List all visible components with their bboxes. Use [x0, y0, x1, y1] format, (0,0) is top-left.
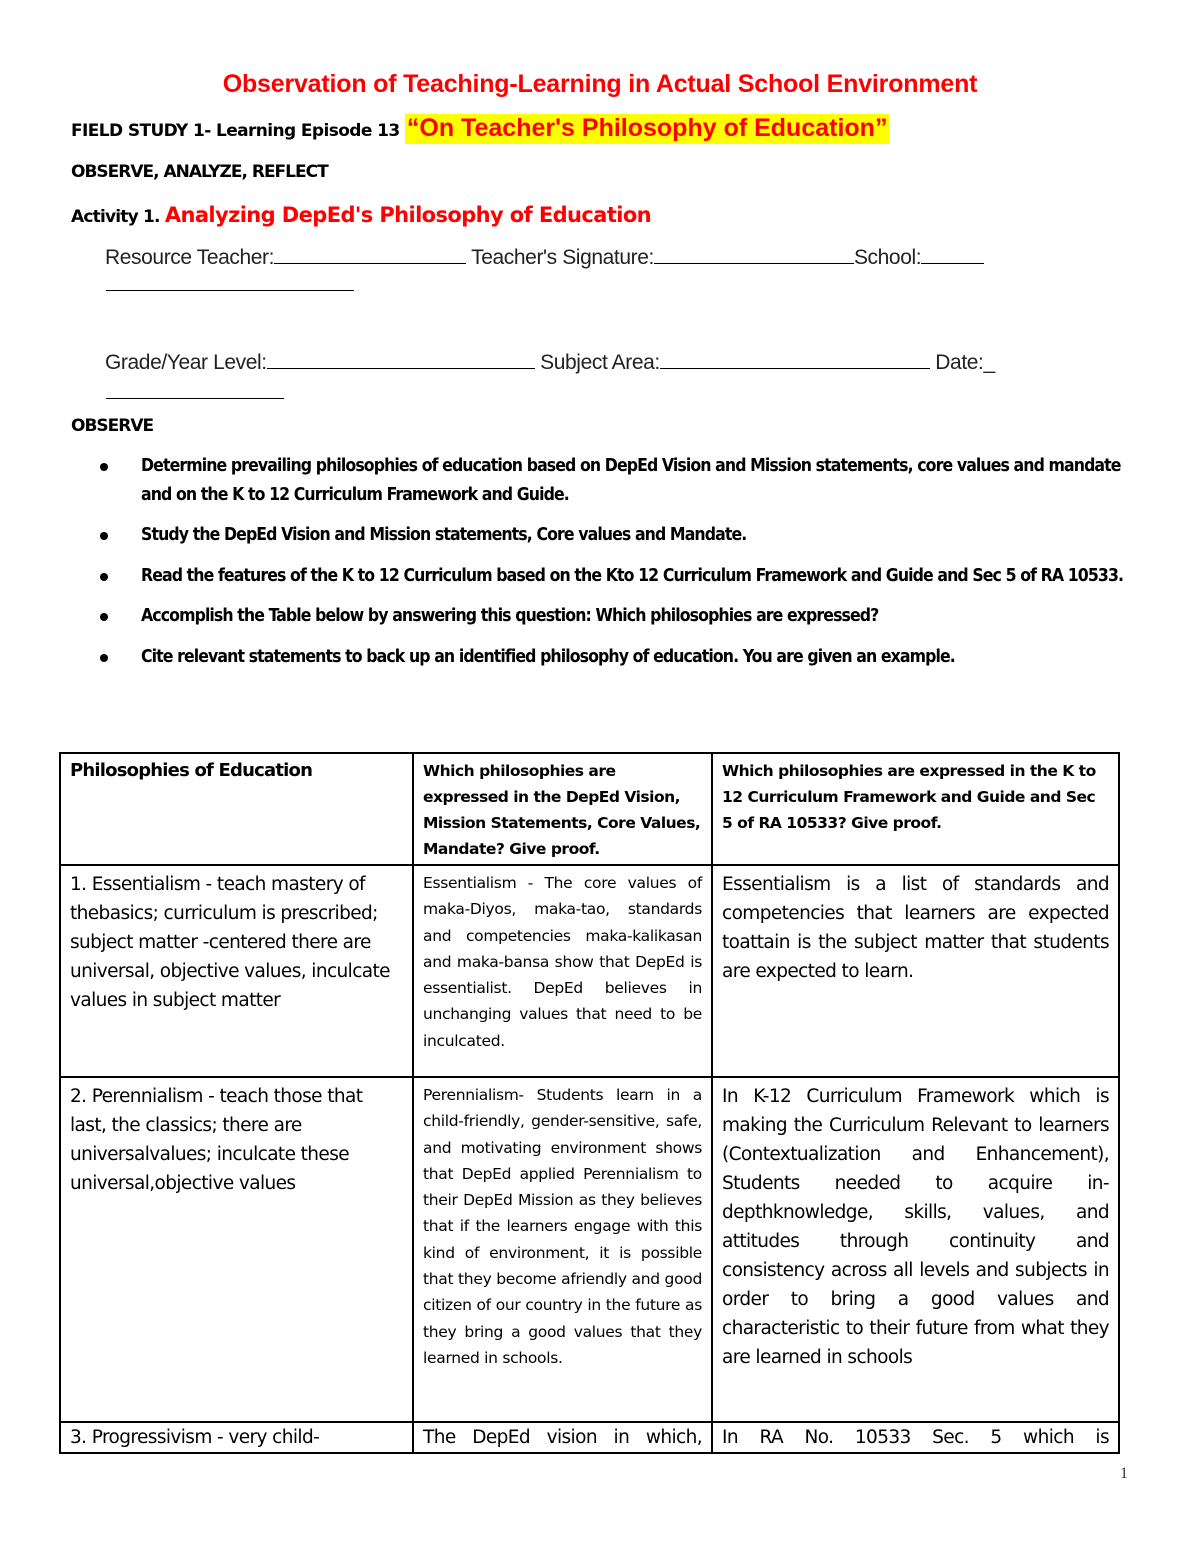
bullet-item: Study the DepEd Vision and Mission statements, Core values and Mandate.: [100, 521, 1140, 550]
form-row-2: [105, 350, 995, 375]
document-title: Observation of Teaching-Learning in Actual School Environment: [222, 70, 978, 98]
bullet-item: Read the features of the K to 12 Curriculum based on the Kto 12 Curriculum Framework and Guide and Sec 5 of RA 10533.: [100, 562, 1140, 591]
cell-philosophy: 1. Essentialism - teach mastery of thebasics; curriculum is prescribed; subject matter -centered there are universal, objective values, inculcate values in subject matter: [60, 865, 413, 1077]
observe-bullet-list: [100, 452, 1140, 683]
field-study-line: [71, 114, 889, 143]
bullet-dot-icon: [100, 654, 108, 662]
grade-level-field[interactable]: [267, 350, 535, 369]
resource-teacher-field[interactable]: [274, 245, 466, 264]
subject-area-field[interactable]: [660, 350, 930, 369]
activity-heading: [71, 203, 651, 227]
bullet-dot-icon: [100, 532, 108, 540]
activity-prefix: Activity 1.: [71, 207, 165, 227]
teacher-signature-label: Teacher's Signature:: [471, 246, 654, 269]
subject-area-label: Subject Area:: [540, 351, 660, 374]
cell-k12: In RA No. 10533 Sec. 5 which is: [712, 1422, 1119, 1453]
date-field-continuation[interactable]: [106, 382, 284, 399]
date-label: Date:_: [935, 351, 995, 374]
form-row-1: [105, 245, 984, 270]
section-label: OBSERVE, ANALYZE, REFLECT: [71, 162, 328, 182]
grade-level-label: Grade/Year Level:: [105, 351, 267, 374]
observe-heading: OBSERVE: [71, 416, 154, 436]
school-field-continuation[interactable]: [106, 274, 354, 291]
header-philosophies: Philosophies of Education: [60, 753, 413, 865]
teacher-signature-field[interactable]: [654, 245, 854, 264]
bullet-dot-icon: [100, 463, 108, 471]
school-field[interactable]: [921, 245, 984, 264]
page-number: 1: [1120, 1465, 1128, 1482]
episode-title-highlight: “On Teacher's Philosophy of Education”: [406, 114, 888, 142]
cell-k12: In K-12 Curriculum Framework which is making the Curriculum Relevant to learners (Contextualization and Enhancement), Students needed to acquire in-depthknowledge, skills, values, and attitudes through continuity and consistency across all levels and subjects in order to bring a good values and characteristic to their future from what they are learned in schools: [712, 1077, 1119, 1422]
header-deped: Which philosophies are expressed in the DepEd Vision, Mission Statements, Core Values, Mandate? Give proof.: [413, 753, 712, 865]
bullet-item: Accomplish the Table below by answering this question: Which philosophies are expressed?: [100, 602, 1140, 631]
activity-title: Analyzing DepEd's Philosophy of Education: [164, 203, 652, 227]
bullet-dot-icon: [100, 613, 108, 621]
cell-philosophy: 2. Perennialism - teach those that last, the classics; there are universalvalues; inculcate these universal,objective values: [60, 1077, 413, 1422]
bullet-dot-icon: [100, 573, 108, 581]
cell-philosophy: 3. Progressivism - very child-: [60, 1422, 413, 1453]
header-k12: Which philosophies are expressed in the K to 12 Curriculum Framework and Guide and Sec 5 of RA 10533? Give proof.: [712, 753, 1119, 865]
bullet-item: Cite relevant statements to back up an identified philosophy of education. You are given an example.: [100, 643, 1140, 672]
table-row: [60, 1077, 1119, 1422]
cell-deped: Perennialism- Students learn in a child-friendly, gender-sensitive, safe, and motivating environment shows that DepEd applied Perennialism to their DepEd Mission as they believes that if the learners engage with this kind of environment, it is possible that they become afriendly and good citizen of our country in the future as they bring a good values that they learned in schools.: [413, 1077, 712, 1422]
field-study-prefix: FIELD STUDY 1- Learning Episode 13: [71, 121, 405, 141]
resource-teacher-label: Resource Teacher:: [105, 246, 275, 269]
table-header-row: [60, 753, 1119, 865]
bullet-item: Determine prevailing philosophies of education based on DepEd Vision and Mission statements, core values and mandate and on the K to 12 Curriculum Framework and Guide.: [100, 452, 1140, 509]
philosophies-table: [59, 752, 1120, 1454]
cell-deped: The DepEd vision in which,: [413, 1422, 712, 1453]
school-label: School:: [853, 246, 922, 269]
table-row: [60, 1422, 1119, 1453]
cell-deped: Essentialism - The core values of maka-Diyos, maka-tao, standards and competencies maka-kalikasan and maka-bansa show that DepEd is essentialist. DepEd believes in unchanging values that need to be inculcated.: [413, 865, 712, 1077]
table-row: [60, 865, 1119, 1077]
cell-k12: Essentialism is a list of standards and competencies that learners are expected toattain is the subject matter that students are expected to learn.: [712, 865, 1119, 1077]
